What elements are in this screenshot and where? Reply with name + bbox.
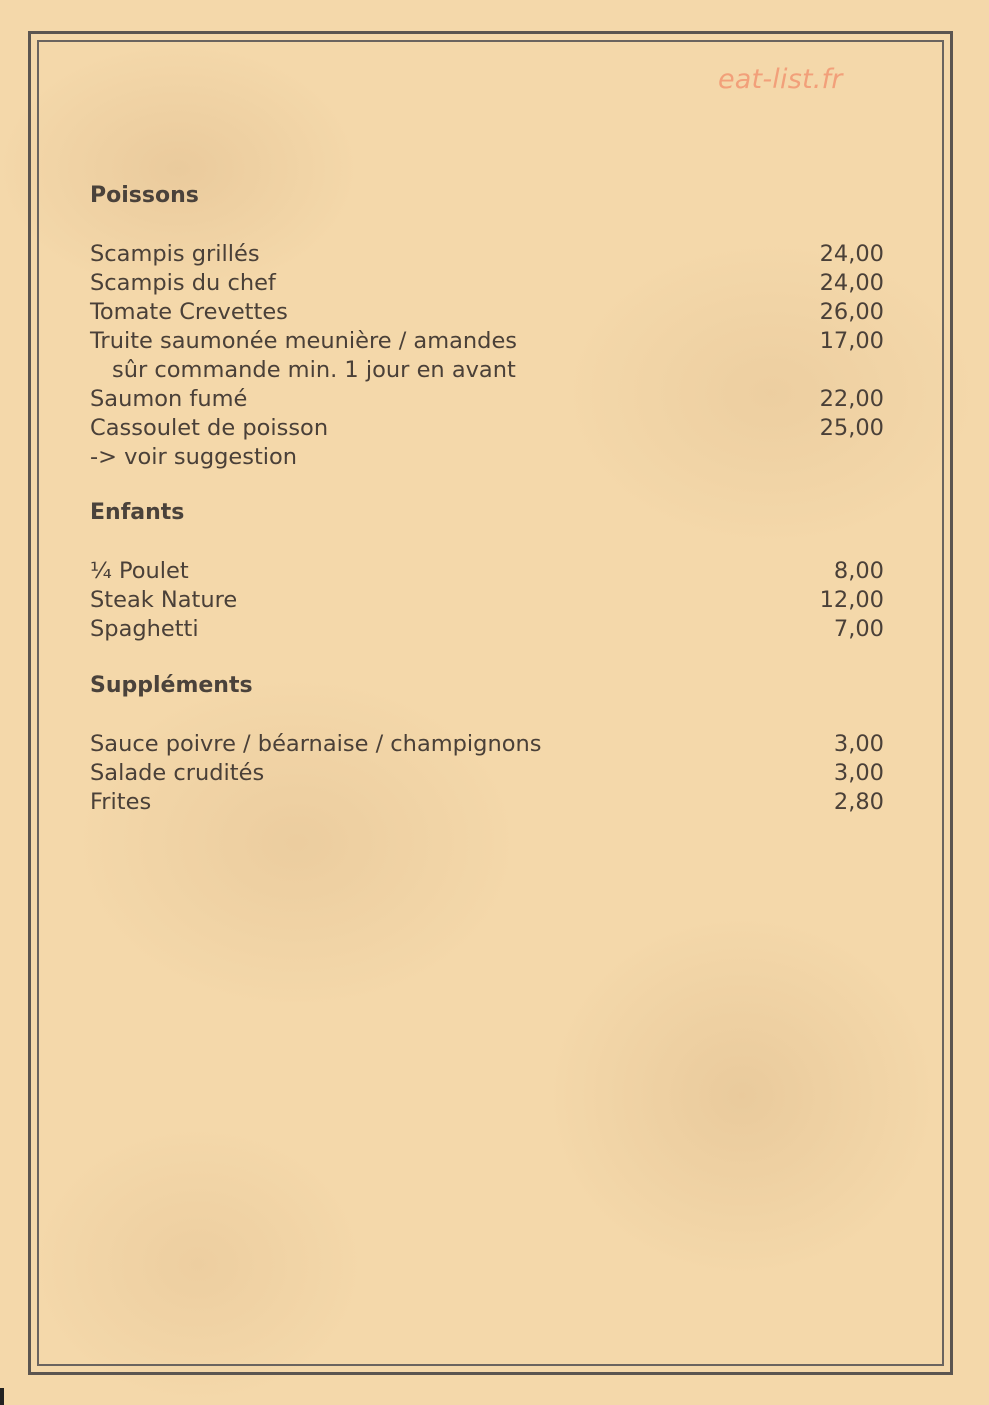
- item-name: ¼ Poulet: [90, 558, 189, 584]
- menu-item: [90, 327, 884, 356]
- item-name: Truite saumonée meunière / amandes: [90, 328, 518, 354]
- section-heading-supplements: Suppléments: [90, 673, 253, 698]
- item-name: Saumon fumé: [90, 386, 248, 412]
- item-name: Spaghetti: [90, 616, 199, 642]
- item-name: Salade crudités: [90, 760, 265, 786]
- item-price: 22,00: [819, 386, 884, 412]
- inner-border: [37, 40, 944, 1366]
- item-price: 7,00: [833, 616, 884, 642]
- watermark-text: eat-list.fr: [718, 64, 843, 95]
- item-price: 3,00: [833, 760, 884, 786]
- menu-item: [90, 240, 884, 269]
- item-name: Scampis du chef: [90, 270, 276, 296]
- item-price: 24,00: [819, 241, 884, 267]
- menu-item: [90, 759, 884, 788]
- section-heading-poissons: Poissons: [90, 183, 199, 208]
- menu-item: [90, 269, 884, 298]
- item-price: 3,00: [833, 731, 884, 757]
- item-price: 25,00: [819, 415, 884, 441]
- menu-item: [90, 298, 884, 327]
- menu-item-note: [90, 356, 884, 385]
- item-name: Steak Nature: [90, 587, 238, 613]
- scan-edge-mark: [0, 1388, 4, 1405]
- item-note: sûr commande min. 1 jour en avant: [112, 357, 516, 383]
- item-note: -> voir suggestion: [90, 444, 298, 470]
- menu-item-note: [90, 443, 884, 472]
- section-heading-enfants: Enfants: [90, 500, 185, 525]
- item-price: 24,00: [819, 270, 884, 296]
- menu-item: [90, 730, 884, 759]
- item-price: 12,00: [819, 587, 884, 613]
- menu-item: [90, 385, 884, 414]
- item-name: Tomate Crevettes: [90, 299, 288, 325]
- item-price: 8,00: [833, 558, 884, 584]
- menu-item: [90, 557, 884, 586]
- menu-item: [90, 615, 884, 644]
- item-name: Scampis grillés: [90, 241, 260, 267]
- item-price: 17,00: [819, 328, 884, 354]
- menu-item: [90, 414, 884, 443]
- item-price: 2,80: [833, 789, 884, 815]
- item-name: Sauce poivre / béarnaise / champignons: [90, 731, 542, 757]
- item-price: 26,00: [819, 299, 884, 325]
- menu-item: [90, 586, 884, 615]
- menu-item: [90, 788, 884, 817]
- item-name: Cassoulet de poisson: [90, 415, 329, 441]
- item-name: Frites: [90, 789, 152, 815]
